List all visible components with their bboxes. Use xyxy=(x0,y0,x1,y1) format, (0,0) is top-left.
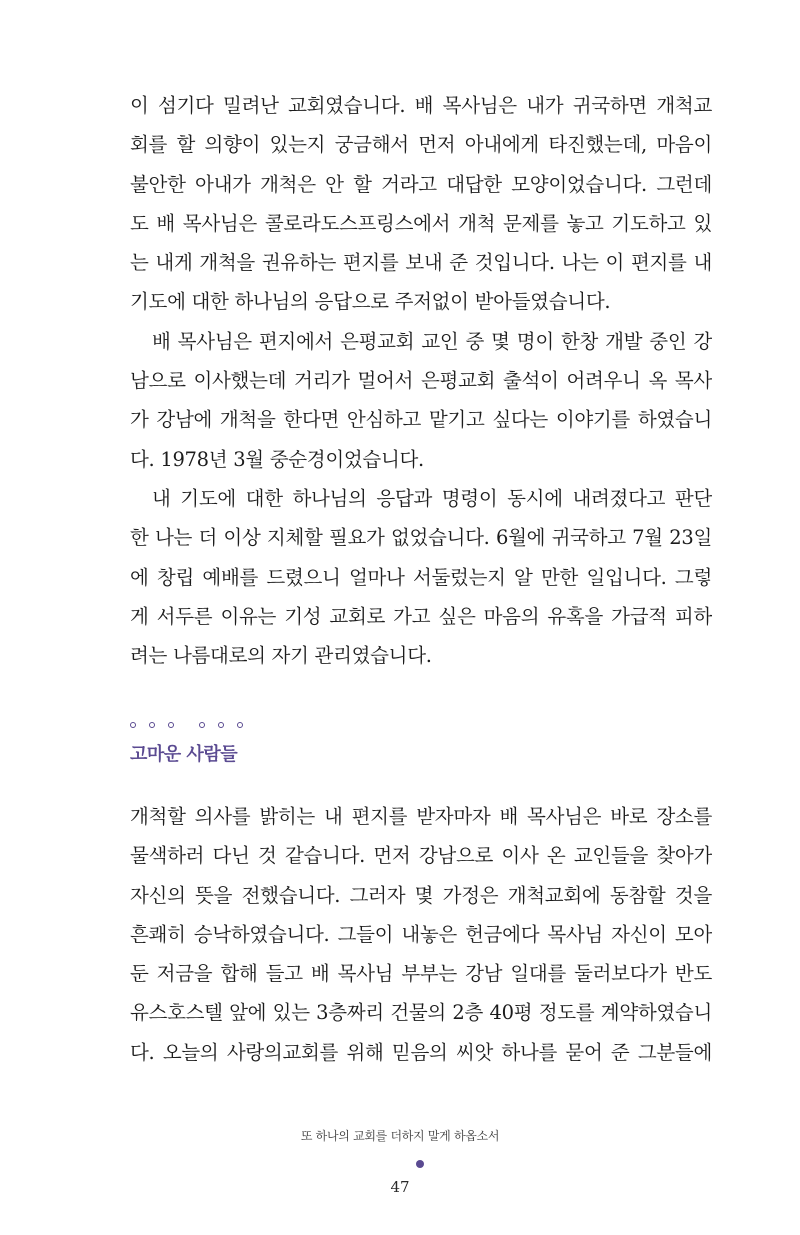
page-number: 47 xyxy=(390,1178,410,1196)
running-footer-title: 또 하나의 교회를 더하지 말게 하옵소서 xyxy=(300,1129,500,1143)
text-line: 도 배 목사님은 콜로라도스프링스에서 개척 문제를 놓고 기도하고 있 xyxy=(130,211,712,235)
circle-icon xyxy=(149,722,155,728)
footer-dot-icon xyxy=(416,1160,424,1168)
text-line: 는 내게 개척을 권유하는 편지를 보내 준 것입니다. 나는 이 편지를 내 xyxy=(130,251,712,275)
body-text-block-2 xyxy=(130,797,712,1072)
text-line: 배 목사님은 편지에서 은평교회 교인 중 몇 명이 한창 개발 중인 강 xyxy=(152,329,712,353)
text-line: 내 기도에 대한 하나님의 응답과 명령이 동시에 내려졌다고 판단 xyxy=(152,486,712,510)
circle-icon xyxy=(237,722,243,728)
text-line: 다. 1978년 3월 중순경이었습니다. xyxy=(130,447,424,471)
section-divider-dots xyxy=(130,722,243,728)
circle-icon xyxy=(199,722,205,728)
text-line: 다. 오늘의 사랑의교회를 위해 믿음의 씨앗 하나를 묻어 준 그분들에 xyxy=(130,1040,712,1064)
circle-icon xyxy=(168,722,174,728)
text-line: 회를 할 의향이 있는지 궁금해서 먼저 아내에게 타진했는데, 마음이 xyxy=(130,133,712,157)
circle-icon xyxy=(130,722,136,728)
text-line: 흔쾌히 승낙하였습니다. 그들이 내놓은 헌금에다 목사님 자신이 모아 xyxy=(130,922,712,946)
text-line: 한 나는 더 이상 지체할 필요가 없었습니다. 6월에 귀국하고 7월 23일 xyxy=(130,526,712,550)
text-line: 불안한 아내가 개척은 안 할 거라고 대답한 모양이었습니다. 그런데 xyxy=(130,172,712,196)
circle-icon xyxy=(218,722,224,728)
text-line: 이 섬기다 밀려난 교회였습니다. 배 목사님은 내가 귀국하면 개척교 xyxy=(130,94,712,117)
text-line: 에 창립 예배를 드렸으니 얼마나 서둘렀는지 알 만한 일입니다. 그렇 xyxy=(130,565,712,589)
body-text-block-1 xyxy=(130,86,712,675)
text-line: 려는 나름대로의 자기 관리였습니다. xyxy=(130,644,432,668)
text-line: 개척할 의사를 밝히는 내 편지를 받자마자 배 목사님은 바로 장소를 xyxy=(130,805,712,828)
text-line: 자신의 뜻을 전했습니다. 그러자 몇 가정은 개척교회에 동참할 것을 xyxy=(130,883,712,907)
text-line: 유스호스텔 앞에 있는 3층짜리 건물의 2층 40평 정도를 계약하였습니 xyxy=(130,1001,712,1025)
section-heading: 고마운 사람들 xyxy=(130,744,238,765)
text-line: 기도에 대한 하나님의 응답으로 주저없이 받아들였습니다. xyxy=(130,290,611,314)
text-line: 가 강남에 개척을 한다면 안심하고 맡기고 싶다는 이야기를 하였습니 xyxy=(130,408,712,432)
text-line: 물색하러 다닌 것 같습니다. 먼저 강남으로 이사 온 교인들을 찾아가 xyxy=(130,844,712,868)
text-line: 둔 저금을 합해 들고 배 목사님 부부는 강남 일대를 둘러보다가 반도 xyxy=(130,962,712,986)
text-line: 남으로 이사했는데 거리가 멀어서 은평교회 출석이 어려우니 옥 목사 xyxy=(130,369,712,393)
text-line: 게 서두른 이유는 기성 교회로 가고 싶은 마음의 유혹을 가급적 피하 xyxy=(130,604,712,628)
